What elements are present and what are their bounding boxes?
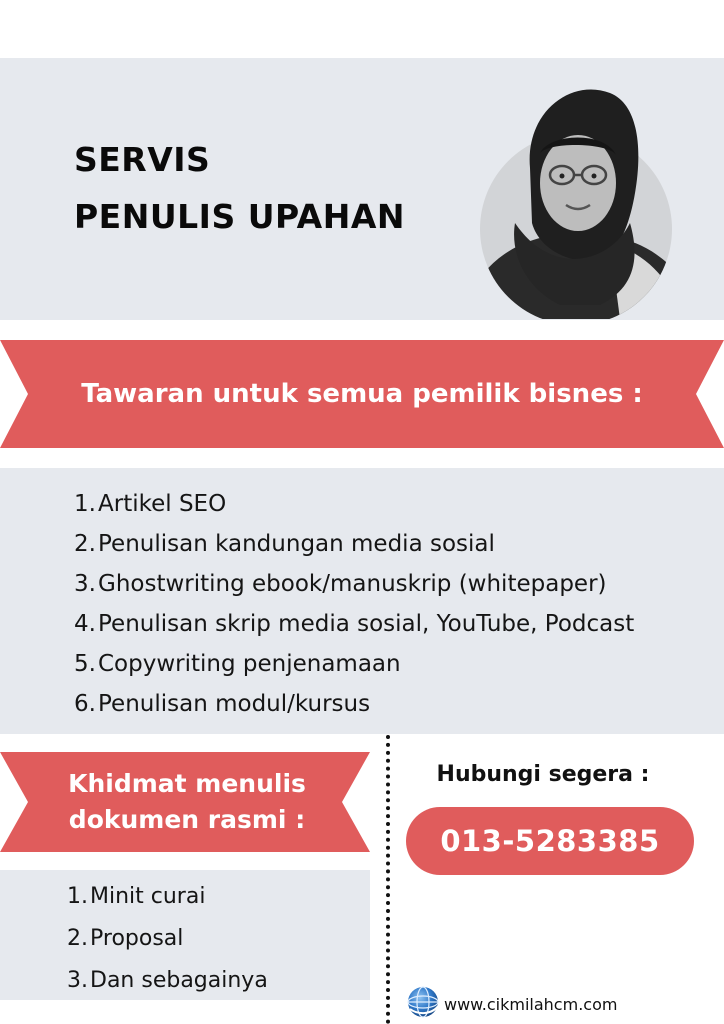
list-item: 1. Artikel SEO	[74, 491, 227, 517]
page-title-line2: PENULIS UPAHAN	[74, 197, 405, 236]
list-item: 1. Minit curai	[67, 884, 206, 909]
list-item: 2. Proposal	[67, 926, 184, 951]
phone-number-button[interactable]: 013-5283385	[406, 807, 694, 875]
offer-banner-text: Tawaran untuk semua pemilik bisnes :	[81, 379, 643, 409]
documents-heading-line1: Khidmat menulis	[68, 769, 306, 798]
documents-heading	[22, 752, 352, 852]
list-item: 3. Ghostwriting ebook/manuskrip (whitepaper)	[74, 571, 607, 597]
dotted-divider	[386, 735, 390, 1024]
website-link[interactable]: www.cikmilahcm.com	[444, 995, 618, 1014]
list-item: 6. Penulisan modul/kursus	[74, 691, 371, 717]
documents-list	[52, 876, 268, 1002]
services-list	[66, 484, 634, 724]
list-item: 5. Copywriting penjenamaan	[74, 651, 401, 677]
contact-heading: Hubungi segera :	[436, 762, 650, 787]
list-item: 3. Dan sebagainya	[67, 968, 268, 993]
list-item: 2. Penulisan kandungan media sosial	[74, 531, 495, 557]
globe-icon	[406, 985, 440, 1019]
list-item: 4. Penulisan skrip media sosial, YouTube, Podcast	[74, 611, 635, 637]
documents-heading-line2: dokumen rasmi :	[68, 805, 306, 834]
writer-portrait	[470, 73, 692, 319]
page-title-line1: SERVIS	[74, 140, 211, 179]
